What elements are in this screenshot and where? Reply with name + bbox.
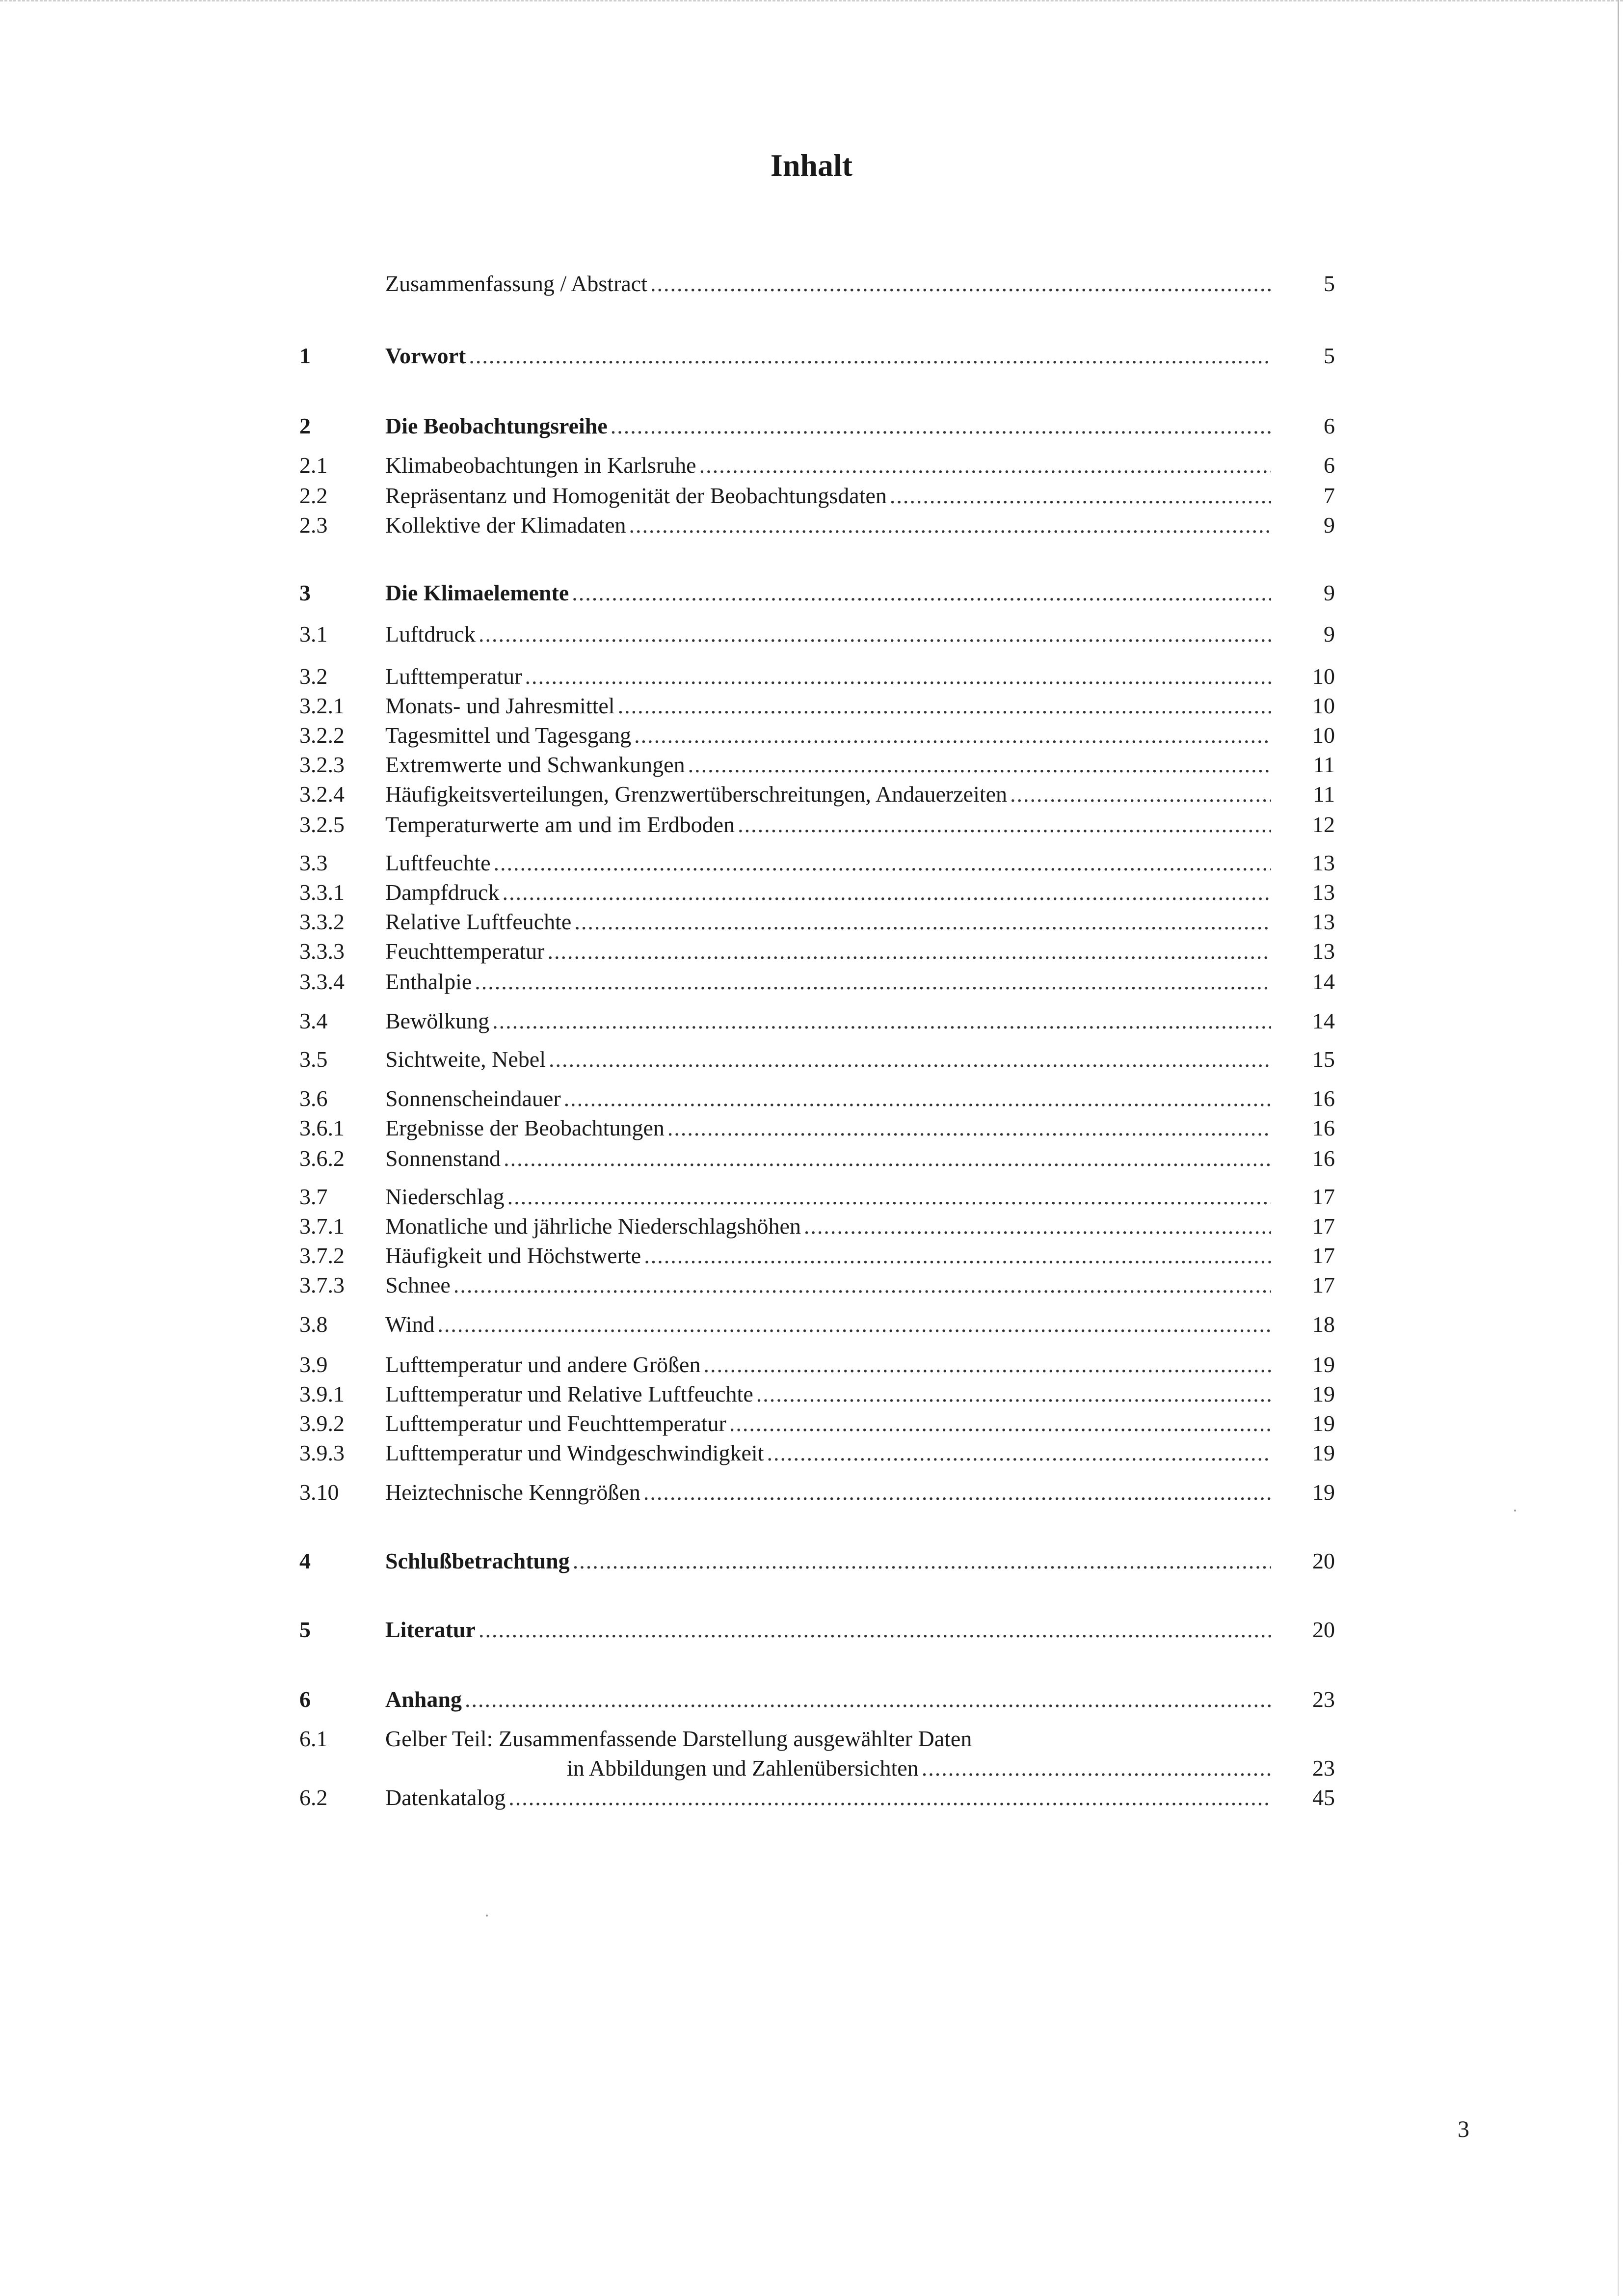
toc-row [299,662,1335,691]
toc-page: 23 [1312,1756,1335,1781]
toc-leader [644,1241,1271,1270]
toc-row [299,907,1335,937]
toc-row [299,1685,1335,1714]
toc-page: 19 [1312,1411,1335,1436]
toc-row [299,1754,1335,1783]
toc-page: 14 [1312,969,1335,994]
toc-row [299,1783,1335,1812]
toc-number: 1 [299,343,311,368]
toc-page: 10 [1312,693,1335,718]
toc-number: 3.2 [299,664,328,689]
toc-row [299,1113,1335,1143]
toc-number: 5 [299,1617,311,1642]
toc-number: 3.2.1 [299,693,345,718]
toc-row [299,1212,1335,1241]
toc-row [299,810,1335,839]
toc-number: 2 [299,413,311,438]
toc-title: Luftdruck [385,621,476,647]
toc-leader [453,1270,1271,1300]
toc-row [299,691,1335,721]
toc-page: 6 [1324,413,1335,438]
toc-number: 3.9.1 [299,1381,345,1406]
toc-number: 3.7.3 [299,1272,345,1297]
toc-leader [688,750,1271,780]
toc-page: 16 [1312,1146,1335,1171]
toc-page: 7 [1324,483,1335,508]
toc-page: 17 [1312,1214,1335,1239]
toc-row [299,1310,1335,1339]
toc-row [299,1379,1335,1409]
toc-title: Lufttemperatur und Feuchttemperatur [385,1411,726,1436]
toc-row [299,481,1335,511]
toc-page: 16 [1312,1115,1335,1140]
toc-leader [492,1006,1271,1036]
toc-title: Lufttemperatur und Relative Luftfeuchte [385,1381,753,1406]
toc-title: Sichtweite, Nebel [385,1047,546,1072]
toc-page: 9 [1324,513,1335,538]
toc-leader [629,511,1271,540]
toc-number: 4 [299,1548,311,1573]
toc-title: Ergebnisse der Beobachtungen [385,1115,665,1140]
toc-title: Sonnenstand [385,1146,501,1171]
toc-page: 17 [1312,1272,1335,1297]
toc-number: 3 [299,580,311,605]
toc-number: 6.2 [299,1785,328,1810]
toc-leader [494,848,1271,878]
toc-page: 17 [1312,1243,1335,1268]
toc-leader [564,1084,1271,1113]
toc-page: 20 [1312,1617,1335,1642]
toc-row [299,721,1335,750]
toc-title: Die Klimaelemente [385,580,569,605]
toc-number: 3.7 [299,1184,328,1209]
toc-leader [469,341,1271,371]
toc-page: 14 [1312,1008,1335,1033]
toc-leader [703,1350,1271,1379]
toc-title: Gelber Teil: Zusammenfassende Darstellung ausgewählter Daten [385,1726,972,1751]
toc-number: 3.9 [299,1352,328,1377]
toc-leader [502,878,1271,907]
toc-title: Luftfeuchte [385,850,491,875]
toc-row [299,511,1335,540]
toc-leader [574,907,1271,937]
toc-leader [699,451,1271,480]
toc-number: 3.6.2 [299,1146,345,1171]
toc-row [299,451,1335,480]
toc-leader [475,967,1271,997]
toc-row [299,1144,1335,1173]
toc-page: 16 [1312,1086,1335,1111]
toc-number: 3.6 [299,1086,328,1111]
toc-page: 6 [1324,453,1335,478]
toc-number: 3.5 [299,1047,328,1072]
toc-page: 12 [1312,812,1335,837]
toc-number: 3.2.4 [299,782,345,807]
scan-speck [486,1915,488,1917]
toc-title: Sonnenscheindauer [385,1086,561,1111]
toc-title: Die Beobachtungsreihe [385,413,608,438]
toc-number: 3.7.1 [299,1214,345,1239]
toc-leader [573,1546,1271,1576]
toc-leader [650,269,1271,298]
toc-title: Schlußbetrachtung [385,1548,570,1573]
toc-leader [643,1478,1271,1507]
toc-page: 13 [1312,909,1335,934]
toc-number: 3.9.3 [299,1440,345,1465]
toc-title: Anhang [385,1687,462,1712]
toc-title: Lufttemperatur und Windgeschwindigkeit [385,1440,764,1465]
toc-row [299,1084,1335,1113]
toc-row [299,578,1335,608]
toc-number: 2.3 [299,513,328,538]
toc-title: Relative Luftfeuchte [385,909,572,934]
toc-title: Lufttemperatur [385,664,522,689]
toc-leader [634,721,1271,750]
toc-title: Schnee [385,1272,451,1297]
toc-row [299,1615,1335,1645]
toc-page: 19 [1312,1381,1335,1406]
toc-title: Zusammenfassung / Abstract [385,271,648,296]
toc-page: 5 [1324,271,1335,296]
toc-page: 18 [1312,1312,1335,1337]
toc-leader [618,691,1271,721]
toc-page: 11 [1313,782,1335,807]
toc-leader [508,1783,1271,1812]
toc-title: Häufigkeit und Höchstwerte [385,1243,641,1268]
toc-leader [890,481,1271,511]
toc-title: Monats- und Jahresmittel [385,693,615,718]
toc-row [299,341,1335,371]
toc-number: 3.2.3 [299,752,345,777]
toc-row [299,1270,1335,1300]
toc-number: 3.7.2 [299,1243,345,1268]
toc-row [299,1409,1335,1438]
toc-title: Bewölkung [385,1008,490,1033]
toc-title: Heiztechnische Kenngrößen [385,1480,640,1505]
toc-leader [465,1685,1271,1714]
toc-row [299,1438,1335,1468]
toc-leader [479,1615,1271,1645]
toc-number: 3.2.5 [299,812,345,837]
toc-page: 10 [1312,664,1335,689]
toc-page: 13 [1312,880,1335,905]
toc-title: Kollektive der Klimadaten [385,513,626,538]
toc-leader [1010,780,1271,809]
toc-number: 3.3.2 [299,909,345,934]
toc-number: 3.3.3 [299,939,345,964]
toc-title: Niederschlag [385,1184,505,1209]
toc-row [299,750,1335,780]
toc-title: Klimabeobachtungen in Karlsruhe [385,453,696,478]
toc-title: Tagesmittel und Tagesgang [385,723,632,748]
toc-leader [507,1182,1271,1212]
toc-page: 23 [1312,1687,1335,1712]
toc-title: Wind [385,1312,435,1337]
toc-row [299,1006,1335,1036]
toc-title: Repräsentanz und Homogenität der Beobachtungsdaten [385,483,887,508]
toc-title: Vorwort [385,343,466,368]
toc-title: in Abbildungen und Zahlenübersichten [567,1756,919,1781]
toc-number: 6.1 [299,1726,328,1751]
toc-title: Feuchttemperatur [385,939,545,964]
scan-speck [1514,1510,1516,1512]
toc-title: Datenkatalog [385,1785,506,1810]
toc-row [299,1724,1335,1754]
toc-page: 10 [1312,723,1335,748]
page-number: 3 [1458,2116,1469,2142]
toc-number: 3.3.1 [299,880,345,905]
toc-number: 3.6.1 [299,1115,345,1140]
toc-title: Enthalpie [385,969,472,994]
toc-number: 2.2 [299,483,328,508]
toc-page: 19 [1312,1480,1335,1505]
toc-leader [756,1379,1271,1409]
toc-number: 3.9.2 [299,1411,345,1436]
toc-title: Literatur [385,1617,476,1642]
toc-page: 13 [1312,850,1335,875]
toc-page: 20 [1312,1548,1335,1573]
toc-page: 45 [1312,1785,1335,1810]
toc-number: 3.1 [299,621,328,647]
toc-row [299,967,1335,997]
toc-row [299,620,1335,649]
toc-leader [738,810,1271,839]
toc-number: 3.3.4 [299,969,345,994]
toc-page: 9 [1324,580,1335,605]
toc-page: 5 [1324,343,1335,368]
page-title: Inhalt [770,148,853,183]
toc-row [299,1350,1335,1379]
toc-row [299,1478,1335,1507]
toc-page: 11 [1313,752,1335,777]
toc-page: 15 [1312,1047,1335,1072]
toc-row [299,1045,1335,1074]
toc-leader [922,1754,1271,1783]
toc-title: Dampfdruck [385,880,500,905]
toc-number: 2.1 [299,453,328,478]
toc-row [299,780,1335,809]
toc-page: 9 [1324,621,1335,647]
toc-row [299,1182,1335,1212]
toc-number: 3.3 [299,850,328,875]
toc-page: 13 [1312,939,1335,964]
toc-leader [437,1310,1271,1339]
toc-leader [611,411,1271,441]
toc-leader [667,1113,1271,1143]
toc-leader [549,1045,1271,1074]
toc-page: 19 [1312,1352,1335,1377]
toc-leader [479,620,1271,649]
toc-leader [804,1212,1271,1241]
toc-row [299,411,1335,441]
toc-row [299,1546,1335,1576]
toc-row [299,878,1335,907]
toc-number: 3.2.2 [299,723,345,748]
toc-title: Lufttemperatur und andere Größen [385,1352,701,1377]
toc-leader [547,937,1271,966]
toc-number: 3.8 [299,1312,328,1337]
toc-number: 6 [299,1687,311,1712]
toc-title: Monatliche und jährliche Niederschlagshöhen [385,1214,801,1239]
toc-leader [767,1438,1271,1468]
toc-number: 3.4 [299,1008,328,1033]
toc-leader [729,1409,1271,1438]
toc-title: Temperaturwerte am und im Erdboden [385,812,735,837]
toc-leader [504,1144,1271,1173]
toc-leader [572,578,1271,608]
toc-row [299,937,1335,966]
toc-leader [525,662,1271,691]
toc-number: 3.10 [299,1480,339,1505]
toc-page: 19 [1312,1440,1335,1465]
toc-row [299,848,1335,878]
toc-title: Häufigkeitsverteilungen, Grenzwertüberschreitungen, Andauerzeiten [385,782,1008,807]
toc-title: Extremwerte und Schwankungen [385,752,685,777]
toc-row [299,269,1335,298]
toc-row [299,1241,1335,1270]
toc-page: 17 [1312,1184,1335,1209]
